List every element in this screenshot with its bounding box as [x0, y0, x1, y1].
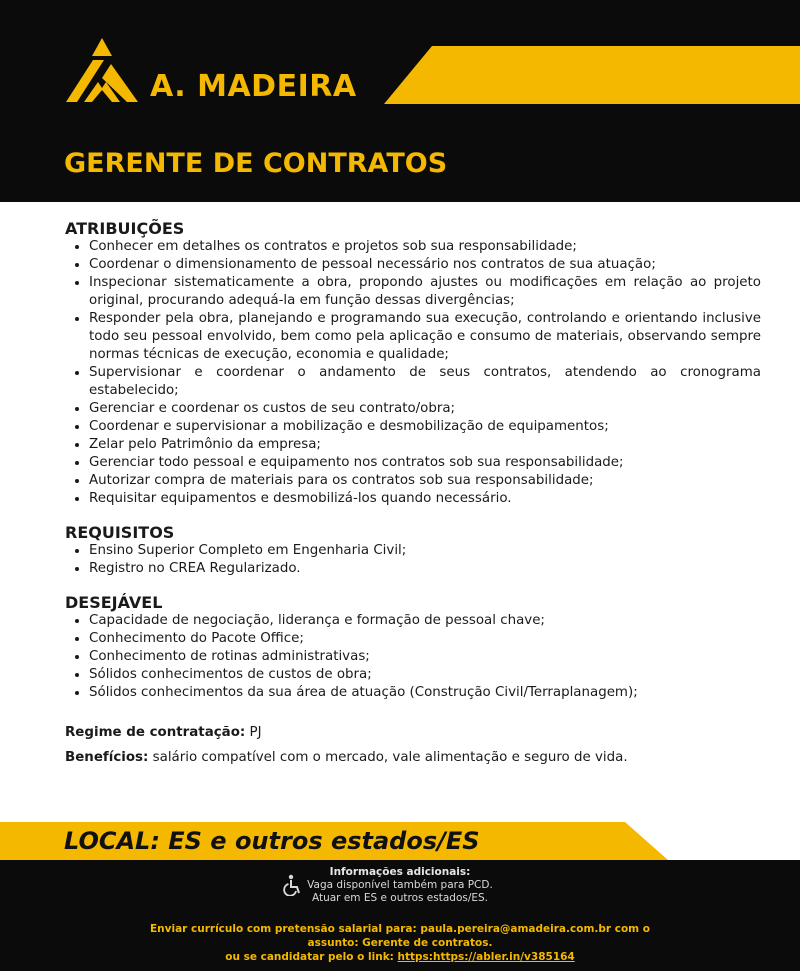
- apply-instructions: [140, 922, 660, 964]
- list-item: • Gerenciar todo pessoal e equipamento nos contratos sob sua responsabilidade;: [89, 454, 761, 472]
- list-item: • Conhecer em detalhes os contratos e projetos sob sua responsabilidade;: [89, 238, 761, 256]
- list-item: • Requisitar equipamentos e desmobilizá-los quando necessário.: [89, 490, 761, 508]
- regime-value: PJ: [245, 725, 262, 740]
- regime-contratacao: [65, 724, 761, 742]
- list-item: • Inspecionar sistematicamente a obra, propondo ajustes ou modificações em relação ao projeto original, procurando adequá-la em função dessas divergências;: [89, 274, 761, 310]
- brand-name: A. MADEIRA: [150, 69, 357, 104]
- apply-email-line: Enviar currículo com pretensão salarial para: paula.pereira@amadeira.com.br com o: [150, 923, 650, 935]
- info-location: Atuar em ES e outros estados/ES.: [311, 892, 489, 904]
- apply-link[interactable]: https:https://abler.in/v385164: [397, 951, 575, 963]
- list-item: • Gerenciar e coordenar os custos de seu contrato/obra;: [89, 400, 761, 418]
- list-item: • Sólidos conhecimentos de custos de obra;: [89, 666, 761, 684]
- job-title: GERENTE DE CONTRATOS: [64, 148, 448, 179]
- list-item: • Capacidade de negociação, liderança e formação de pessoal chave;: [89, 612, 761, 630]
- location-title: LOCAL: ES e outros estados/ES: [64, 827, 480, 855]
- list-item: • Responder pela obra, planejando e programando sua execução, controlando e orientando inclusive todo seu pessoal envolvido, bem como pela aplicação e consumo de materiais, observando sempre normas técnicas de execução, economia e qualidade;: [89, 310, 761, 364]
- list-item: • Autorizar compra de materiais para os contratos sob sua responsabilidade;: [89, 472, 761, 490]
- atribuicoes-list: [65, 238, 761, 508]
- apply-subject-line: assunto: Gerente de contratos.: [307, 937, 493, 949]
- apply-link-line: [140, 950, 660, 964]
- requisitos-list: [65, 542, 761, 578]
- list-item: • Ensino Superior Completo em Engenharia Civil;: [89, 542, 761, 560]
- list-item: • Sólidos conhecimentos da sua área de atuação (Construção Civil/Terraplanagem);: [89, 684, 761, 702]
- header: [0, 0, 800, 202]
- am-logo-icon: [62, 38, 142, 106]
- list-item: • Zelar pelo Patrimônio da empresa;: [89, 436, 761, 454]
- regime-label: Regime de contratação:: [65, 725, 246, 740]
- job-description: [65, 220, 761, 767]
- list-item: • Coordenar e supervisionar a mobilização e desmobilização de equipamentos;: [89, 418, 761, 436]
- list-item: • Conhecimento do Pacote Office;: [89, 630, 761, 648]
- list-item: • Registro no CREA Regularizado.: [89, 560, 761, 578]
- section-title-desejavel: DESEJÁVEL: [65, 593, 163, 612]
- additional-info: [0, 866, 800, 905]
- desejavel-list: [65, 612, 761, 702]
- section-title-atribuicoes: ATRIBUIÇÕES: [65, 219, 185, 238]
- beneficios-value: salário compatível com o mercado, vale alimentação e seguro de vida.: [148, 750, 628, 765]
- beneficios: [65, 749, 761, 767]
- info-title: Informações adicionais:: [329, 866, 471, 878]
- section-title-requisitos: REQUISITOS: [65, 523, 175, 542]
- apply-link-prefix: ou se candidatar pelo o link:: [225, 951, 398, 963]
- list-item: • Conhecimento de rotinas administrativas;: [89, 648, 761, 666]
- yellow-stripe: [384, 46, 800, 104]
- info-pcd: Vaga disponível também para PCD.: [307, 879, 493, 891]
- list-item: • Coordenar o dimensionamento de pessoal necessário nos contratos de sua atuação;: [89, 256, 761, 274]
- beneficios-label: Benefícios:: [65, 750, 149, 765]
- list-item: • Supervisionar e coordenar o andamento de seus contratos, atendendo ao cronograma estabelecido;: [89, 364, 761, 400]
